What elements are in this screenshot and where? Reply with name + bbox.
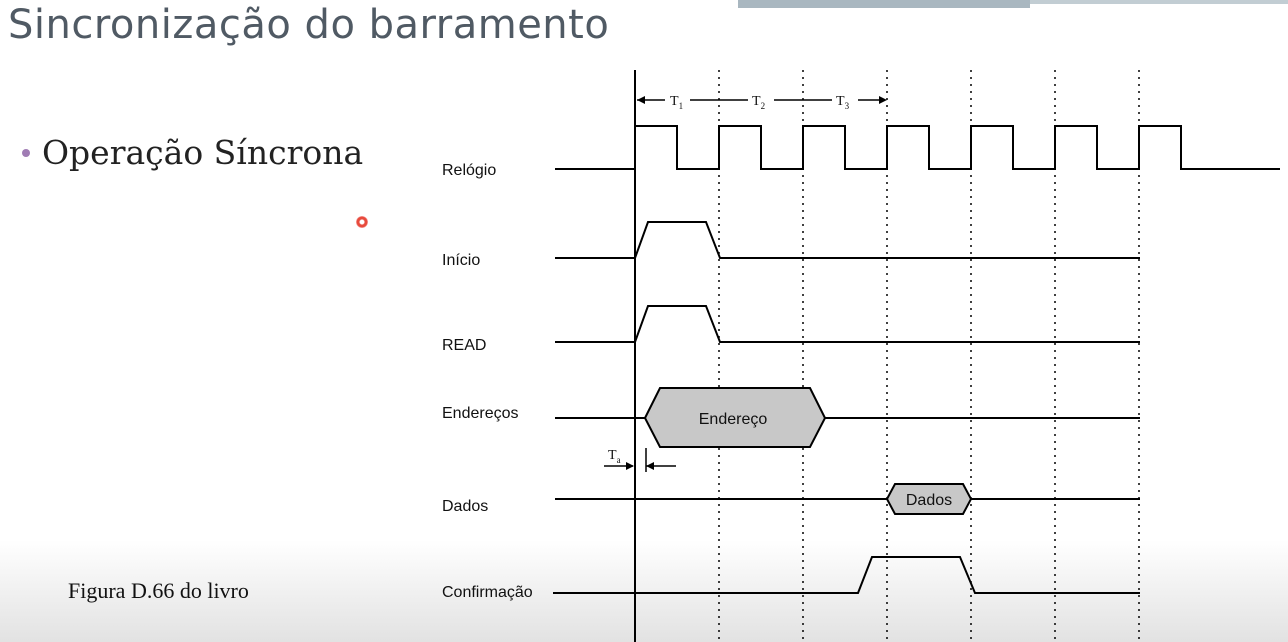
t3-label: $T_3$ xyxy=(836,94,850,111)
address-setup-marker xyxy=(604,448,676,472)
data-waveform xyxy=(555,484,1140,514)
address-box-label: Endereço xyxy=(698,411,768,428)
data-box-label: Dados xyxy=(905,492,953,509)
addresses-waveform xyxy=(555,388,1140,447)
t2-label: $T_2$ xyxy=(752,94,766,111)
read-waveform xyxy=(555,306,1140,342)
signal-label-clock: Relógio xyxy=(442,162,497,179)
signal-label-data: Dados xyxy=(442,498,489,515)
signal-label-start: Início xyxy=(442,252,481,269)
ack-waveform xyxy=(553,557,1140,593)
slide-title: Sincronização do barramento xyxy=(8,2,610,48)
clock-waveform xyxy=(555,126,1280,169)
t1-label: $T_1$ xyxy=(670,94,684,111)
period-markers xyxy=(637,94,887,111)
signal-label-ack: Confirmação xyxy=(442,584,533,601)
ta-label: $T_a$ xyxy=(608,448,621,465)
bullet-text: Operação Síncrona xyxy=(42,133,364,172)
start-waveform xyxy=(555,222,1140,258)
figure-caption: Figura D.66 do livro xyxy=(68,578,249,603)
signal-label-addresses: Endereços xyxy=(442,405,519,422)
signal-label-read: READ xyxy=(442,337,487,354)
